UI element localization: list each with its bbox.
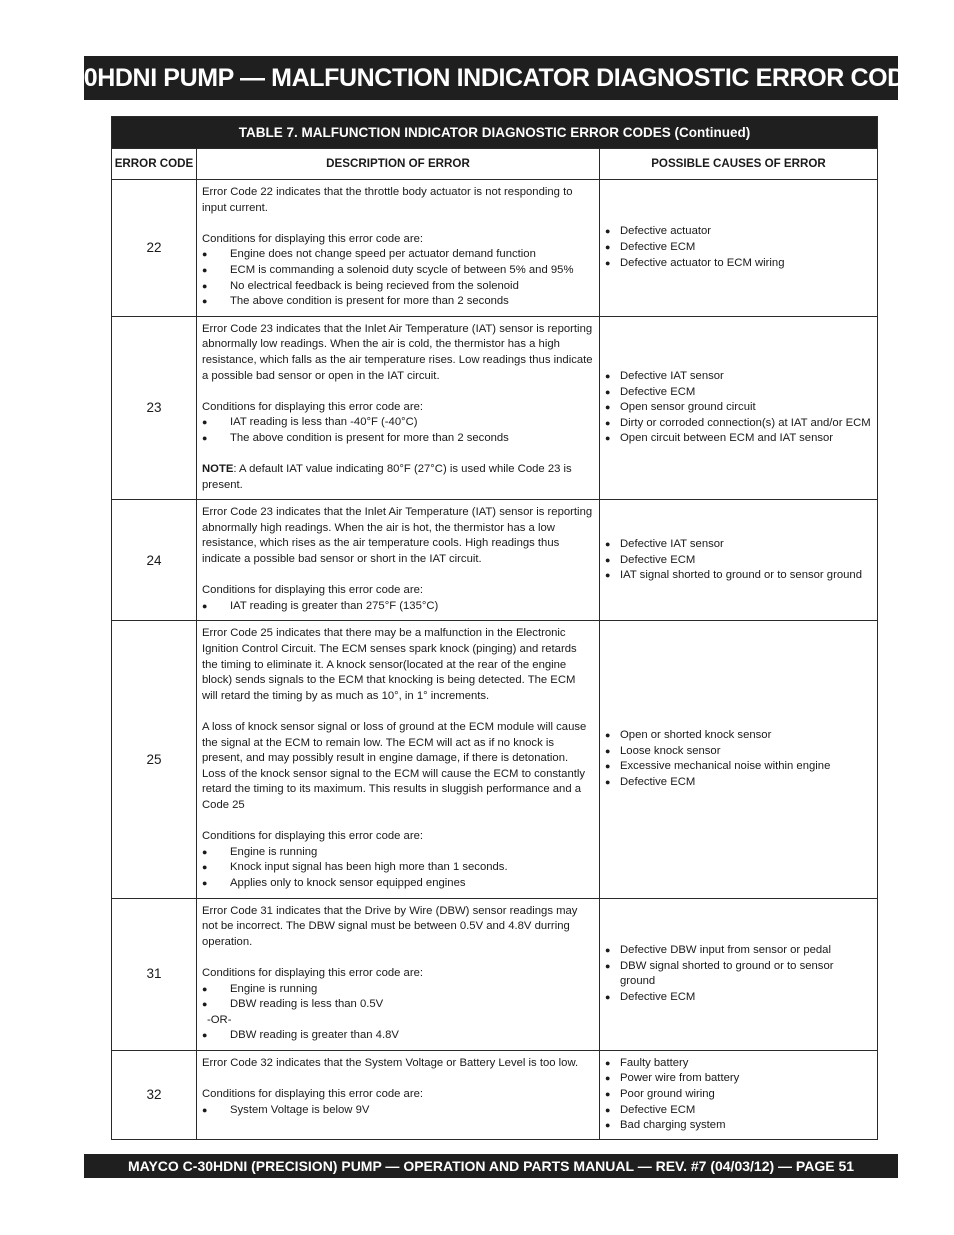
cause-text: Power wire from battery [620,1072,740,1085]
condition-text: The above condition is present for more than 2 seconds [230,295,509,308]
error-code-cell: 25 [112,621,197,898]
error-code-cell: 22 [112,180,197,317]
cause-item [605,1056,871,1072]
causes-cell [600,621,878,898]
header-causes: POSSIBLE CAUSES OF ERROR [600,149,878,180]
description-paragraph: A loss of knock sensor signal or loss of ground at the ECM module will cause the signal at the ECM to remain low. The ECM will act as if no knock is present, and may possibly result in engine damage, if there is detonation. Loss of the knock sensor signal to the ECM will cause the ECM to constantly retard the timing to its maximum. This results in sluggish performance and a Code 25 [202,721,587,811]
cause-item [605,728,871,744]
cause-item [605,1103,871,1119]
paragraph-spacer [202,950,593,966]
header-description: DESCRIPTION OF ERROR [197,149,600,180]
description-paragraph: Conditions for displaying this error code are: [202,584,424,597]
bullet-icon: ● [202,417,208,428]
header-error-code: ERROR CODE [112,149,197,180]
cause-text: Dirty or corroded connection(s) at IAT and/or ECM [620,416,871,429]
bullet-icon: ● [202,600,208,611]
cause-text: Open sensor ground circuit [620,401,756,414]
page-title: C-30HDNI PUMP — MALFUNCTION INDICATOR DIAGNOSTIC ERROR CODES [44,63,938,92]
paragraph-spacer [202,1071,593,1087]
cause-item [605,959,871,990]
condition-text: The above condition is present for more than 2 seconds [230,431,509,444]
condition-text: Knock input signal has been high more than 1 seconds. [230,861,508,874]
cause-item [605,744,871,760]
bullet-icon: ● [605,371,611,382]
bullet-icon: ● [605,386,611,397]
bullet-icon: ● [605,991,611,1002]
cause-text: Loose knock sensor [620,744,721,757]
causes-cell [600,316,878,500]
bullet-icon: ● [202,280,208,291]
cause-text: Defective IAT sensor [620,370,724,383]
cause-text: Defective ECM [620,1103,696,1116]
condition-item [202,860,593,876]
causes-cell [600,500,878,621]
table-row [112,500,878,621]
footer-bar [84,1154,898,1178]
table-row [112,898,878,1050]
condition-text: Engine does not change speed per actuator demand function [230,248,536,261]
cause-item [605,369,871,385]
error-code-cell: 23 [112,316,197,500]
bullet-icon: ● [605,1120,611,1131]
cause-item [605,1118,871,1134]
cause-text: Defective DBW input from sensor or pedal [620,944,831,957]
cause-item [605,400,871,416]
condition-text: Engine is running [230,845,318,858]
condition-item [202,1103,593,1119]
description-paragraph: Error Code 31 indicates that the Drive by Wire (DBW) sensor readings may not be incorrect. The DBW signal must be between 0.5V and 4.8V durring operation. [202,904,578,948]
cause-text: Bad charging system [620,1119,726,1132]
note-paragraph [202,462,593,493]
page-title-bar [44,56,938,100]
cause-text: Faulty battery [620,1056,689,1069]
bullet-icon: ● [202,264,208,275]
cause-item [605,224,871,240]
cause-item [605,553,871,569]
condition-item [202,294,593,310]
table-caption: TABLE 7. MALFUNCTION INDICATOR DIAGNOSTIC ERROR CODES (Continued) [112,117,878,149]
cause-item [605,1087,871,1103]
or-separator: -OR- [207,1013,232,1026]
cause-text: IAT signal shorted to ground or to sensor ground [620,569,862,582]
description-paragraph: Conditions for displaying this error code are: [202,232,424,245]
condition-item [202,247,593,263]
bullet-icon: ● [605,554,611,565]
cause-item [605,1071,871,1087]
description-cell [197,621,600,898]
bullet-icon: ● [605,730,611,741]
paragraph-spacer [202,384,593,400]
cause-text: Poor ground wiring [620,1088,715,1101]
cause-item [605,990,871,1006]
condition-item [202,263,593,279]
cause-item [605,759,871,775]
bullet-icon: ● [605,777,611,788]
condition-text: ECM is commanding a solenoid duty scycle of between 5% and 95% [230,263,574,276]
bullet-icon: ● [202,862,208,873]
description-paragraph: Error Code 22 indicates that the throttle body actuator is not responding to input current. [202,186,573,214]
cause-text: Defective ECM [620,241,696,254]
bullet-icon: ● [605,745,611,756]
bullet-icon: ● [605,1057,611,1068]
table-body [112,180,878,1140]
bullet-icon: ● [605,538,611,549]
condition-text: Engine is running [230,982,318,995]
footer-text: MAYCO C-30HDNI (PRECISION) PUMP — OPERATION AND PARTS MANUAL — REV. #7 (04/03/12) — PAGE 51 [127,1158,855,1174]
table-row [112,621,878,898]
condition-text: DBW reading is greater than 4.8V [230,1029,399,1042]
bullet-icon: ● [202,1104,208,1115]
cause-text: Open circuit between ECM and IAT sensor [620,432,834,445]
table-caption-row [112,117,878,149]
description-paragraph: Conditions for displaying this error code are: [202,400,424,413]
condition-item [202,876,593,892]
paragraph-spacer [202,568,593,584]
cause-text: Defective IAT sensor [620,537,724,550]
cause-item [605,537,871,553]
bullet-icon: ● [202,877,208,888]
error-codes-table [111,116,878,1140]
description-paragraph: Error Code 23 indicates that the Inlet Air Temperature (IAT) sensor is reporting abnormally low readings. When the air is cold, the thermistor has a high resistance, which falls as the air temperature rises. Low readings thus indicate a possible bad sensor or open in the IAT circuit. [202,322,593,382]
cause-item [605,416,871,432]
bullet-icon: ● [605,761,611,772]
bullet-icon: ● [202,999,208,1010]
condition-item [202,982,593,998]
error-code-cell: 32 [112,1050,197,1139]
bullet-icon: ● [605,226,611,237]
table-row [112,316,878,500]
condition-text: System Voltage is below 9V [230,1103,370,1116]
causes-cell [600,898,878,1050]
bullet-icon: ● [605,433,611,444]
condition-text: IAT reading is greater than 275°F (135°C) [230,599,439,612]
bullet-icon: ● [605,1104,611,1115]
cause-text: Defective ECM [620,553,696,566]
cause-text: Defective actuator to ECM wiring [620,256,785,269]
bullet-icon: ● [202,296,208,307]
cause-text: Defective actuator [620,225,712,238]
description-cell [197,1050,600,1139]
cause-item [605,943,871,959]
bullet-icon: ● [605,417,611,428]
error-code-cell: 31 [112,898,197,1050]
condition-item [202,415,593,431]
paragraph-spacer [202,704,593,720]
bullet-icon: ● [202,432,208,443]
condition-item [202,845,593,861]
condition-item [202,431,593,447]
description-paragraph: Conditions for displaying this error code are: [202,1088,424,1101]
cause-item [605,385,871,401]
note-label: NOTE [202,463,234,476]
paragraph-spacer [202,814,593,830]
cause-item [605,775,871,791]
condition-item [202,279,593,295]
cause-item [605,240,871,256]
bullet-icon: ● [605,570,611,581]
bullet-icon: ● [605,1073,611,1084]
causes-cell [600,180,878,317]
description-cell [197,316,600,500]
bullet-icon: ● [202,1030,208,1041]
bullet-icon: ● [202,249,208,260]
table-header-row [112,149,878,180]
condition-text: DBW reading is less than 0.5V [230,998,384,1011]
condition-item [202,599,593,615]
paragraph-spacer [202,216,593,232]
description-paragraph: Error Code 23 indicates that the Inlet Air Temperature (IAT) sensor is reporting abnormally high readings. When the air is hot, the thermistor has a low resistance, which rises as the air temperature cools. High readings thus indicate a possible bad sensor or short in the IAT circuit. [202,506,593,566]
cause-text: Defective ECM [620,385,696,398]
cause-text: DBW signal shorted to ground or to sensor ground [620,959,834,988]
cause-text: Defective ECM [620,776,696,789]
description-paragraph: Error Code 32 indicates that the System Voltage or Battery Level is too low. [202,1056,579,1069]
cause-text: Open or shorted knock sensor [620,729,772,742]
cause-item [605,431,871,447]
paragraph-spacer [202,447,593,463]
bullet-icon: ● [605,402,611,413]
condition-item [202,997,593,1013]
cause-item [605,256,871,272]
description-paragraph: Error Code 25 indicates that there may be a malfunction in the Electronic Ignition Control Circuit. The ECM senses spark knock (pinging) and retards the timing to eliminate it. A knock sensor(located at the rear of the engine block) sends signals to the ECM that knocking is being detected. The ECM will retard the timing by as much as 10°, in 1° increments. [202,627,577,702]
cause-text: Defective ECM [620,990,696,1003]
table-row [112,180,878,317]
bullet-icon: ● [605,1089,611,1100]
bullet-icon: ● [605,242,611,253]
condition-text: No electrical feedback is being recieved from the solenoid [230,279,519,292]
description-cell [197,500,600,621]
bullet-icon: ● [202,983,208,994]
condition-text: IAT reading is less than -40°F (-40°C) [230,416,418,429]
bullet-icon: ● [605,960,611,971]
bullet-icon: ● [605,945,611,956]
description-paragraph: Conditions for displaying this error code are: [202,966,424,979]
description-paragraph: Conditions for displaying this error code are: [202,830,424,843]
note-text: : A default IAT value indicating 80°F (27°C) is used while Code 23 is present. [202,463,572,491]
bullet-icon: ● [605,257,611,268]
causes-cell [600,1050,878,1139]
error-code-cell: 24 [112,500,197,621]
description-cell [197,180,600,317]
bullet-icon: ● [202,846,208,857]
table-row [112,1050,878,1139]
cause-item [605,568,871,584]
condition-item [202,1028,593,1044]
condition-text: Applies only to knock sensor equipped engines [230,876,466,889]
description-cell [197,898,600,1050]
cause-text: Excessive mechanical noise within engine [620,760,831,773]
